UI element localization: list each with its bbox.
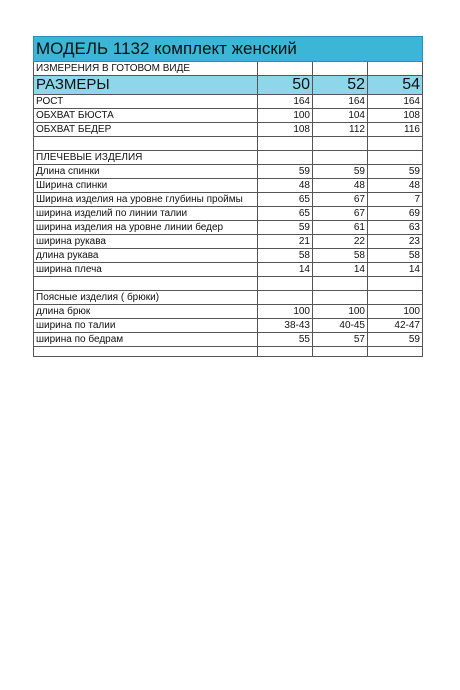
cell-value: 61 — [313, 221, 368, 235]
cell-value: 164 — [258, 95, 313, 109]
table-row — [34, 95, 423, 109]
table-row — [34, 109, 423, 123]
cell-value: 22 — [313, 235, 368, 249]
cell-value: 65 — [258, 207, 313, 221]
cell-value: 100 — [313, 305, 368, 319]
size-header: 52 — [313, 76, 368, 95]
size-header: 50 — [258, 76, 313, 95]
cell-value: 48 — [313, 179, 368, 193]
cell-value: 100 — [368, 305, 423, 319]
cell-value: 116 — [368, 123, 423, 137]
row-label: РОСТ — [34, 95, 258, 109]
table-row — [34, 333, 423, 347]
row-label: Длина спинки — [34, 165, 258, 179]
cell-value: 58 — [368, 249, 423, 263]
cell-value: 14 — [258, 263, 313, 277]
cell-value: 59 — [368, 333, 423, 347]
table-row — [34, 305, 423, 319]
row-label: ОБХВАТ БЮСТА — [34, 109, 258, 123]
cell-value: 55 — [258, 333, 313, 347]
row-label: ширина по бедрам — [34, 333, 258, 347]
cell-value: 59 — [258, 221, 313, 235]
cell-value: 67 — [313, 207, 368, 221]
table-row — [34, 165, 423, 179]
cell-value: 108 — [368, 109, 423, 123]
sizes-header-row — [34, 76, 423, 95]
cell-value: 59 — [313, 165, 368, 179]
row-label: ширина рукава — [34, 235, 258, 249]
cell-value: 100 — [258, 305, 313, 319]
table-row — [34, 193, 423, 207]
cell-value: 59 — [258, 165, 313, 179]
cell-value: 164 — [313, 95, 368, 109]
table-row — [34, 263, 423, 277]
cell-value: 69 — [368, 207, 423, 221]
subtitle-row — [34, 62, 423, 76]
size-chart-table — [33, 36, 423, 357]
cell-value: 164 — [368, 95, 423, 109]
cell-value: 14 — [313, 263, 368, 277]
blank-row — [34, 277, 423, 291]
cell-value: 42-47 — [368, 319, 423, 333]
cell-value: 48 — [258, 179, 313, 193]
row-label: ОБХВАТ БЕДЕР — [34, 123, 258, 137]
cell-value: 48 — [368, 179, 423, 193]
section-row — [34, 151, 423, 165]
row-label: длина рукава — [34, 249, 258, 263]
cell-value: 59 — [368, 165, 423, 179]
cell-value: 67 — [313, 193, 368, 207]
table-row — [34, 319, 423, 333]
blank-row — [34, 347, 423, 357]
table-row — [34, 207, 423, 221]
cell-value: 40-45 — [313, 319, 368, 333]
row-label: ширина по талии — [34, 319, 258, 333]
table-row — [34, 221, 423, 235]
row-label: ширина плеча — [34, 263, 258, 277]
cell-value: 108 — [258, 123, 313, 137]
section-label-shoulder: ПЛЕЧЕВЫЕ ИЗДЕЛИЯ — [34, 151, 258, 165]
model-title: МОДЕЛЬ 1132 комплект женский — [34, 37, 423, 62]
table-row — [34, 123, 423, 137]
size-header: 54 — [368, 76, 423, 95]
blank-row — [34, 137, 423, 151]
cell-value: 38-43 — [258, 319, 313, 333]
cell-value: 7 — [368, 193, 423, 207]
cell-value: 14 — [368, 263, 423, 277]
row-label: длина брюк — [34, 305, 258, 319]
table-row — [34, 179, 423, 193]
table-row — [34, 235, 423, 249]
cell-value: 112 — [313, 123, 368, 137]
measurements-subtitle: ИЗМЕРЕНИЯ В ГОТОВОМ ВИДЕ — [34, 62, 258, 76]
row-label: ширина изделия на уровне линии бедер — [34, 221, 258, 235]
cell-value: 65 — [258, 193, 313, 207]
cell-value: 21 — [258, 235, 313, 249]
section-label-waist: Поясные изделия ( брюки) — [34, 291, 258, 305]
table-row — [34, 249, 423, 263]
row-label: Ширина спинки — [34, 179, 258, 193]
cell-value: 63 — [368, 221, 423, 235]
cell-value: 58 — [258, 249, 313, 263]
cell-value: 100 — [258, 109, 313, 123]
cell-value: 57 — [313, 333, 368, 347]
row-label: ширина изделий по линии талии — [34, 207, 258, 221]
row-label: Ширина изделия на уровне глубины проймы — [34, 193, 258, 207]
title-row — [34, 37, 423, 62]
cell-value: 58 — [313, 249, 368, 263]
sizes-label: РАЗМЕРЫ — [34, 76, 258, 95]
cell-value: 23 — [368, 235, 423, 249]
cell-value: 104 — [313, 109, 368, 123]
section-row — [34, 291, 423, 305]
